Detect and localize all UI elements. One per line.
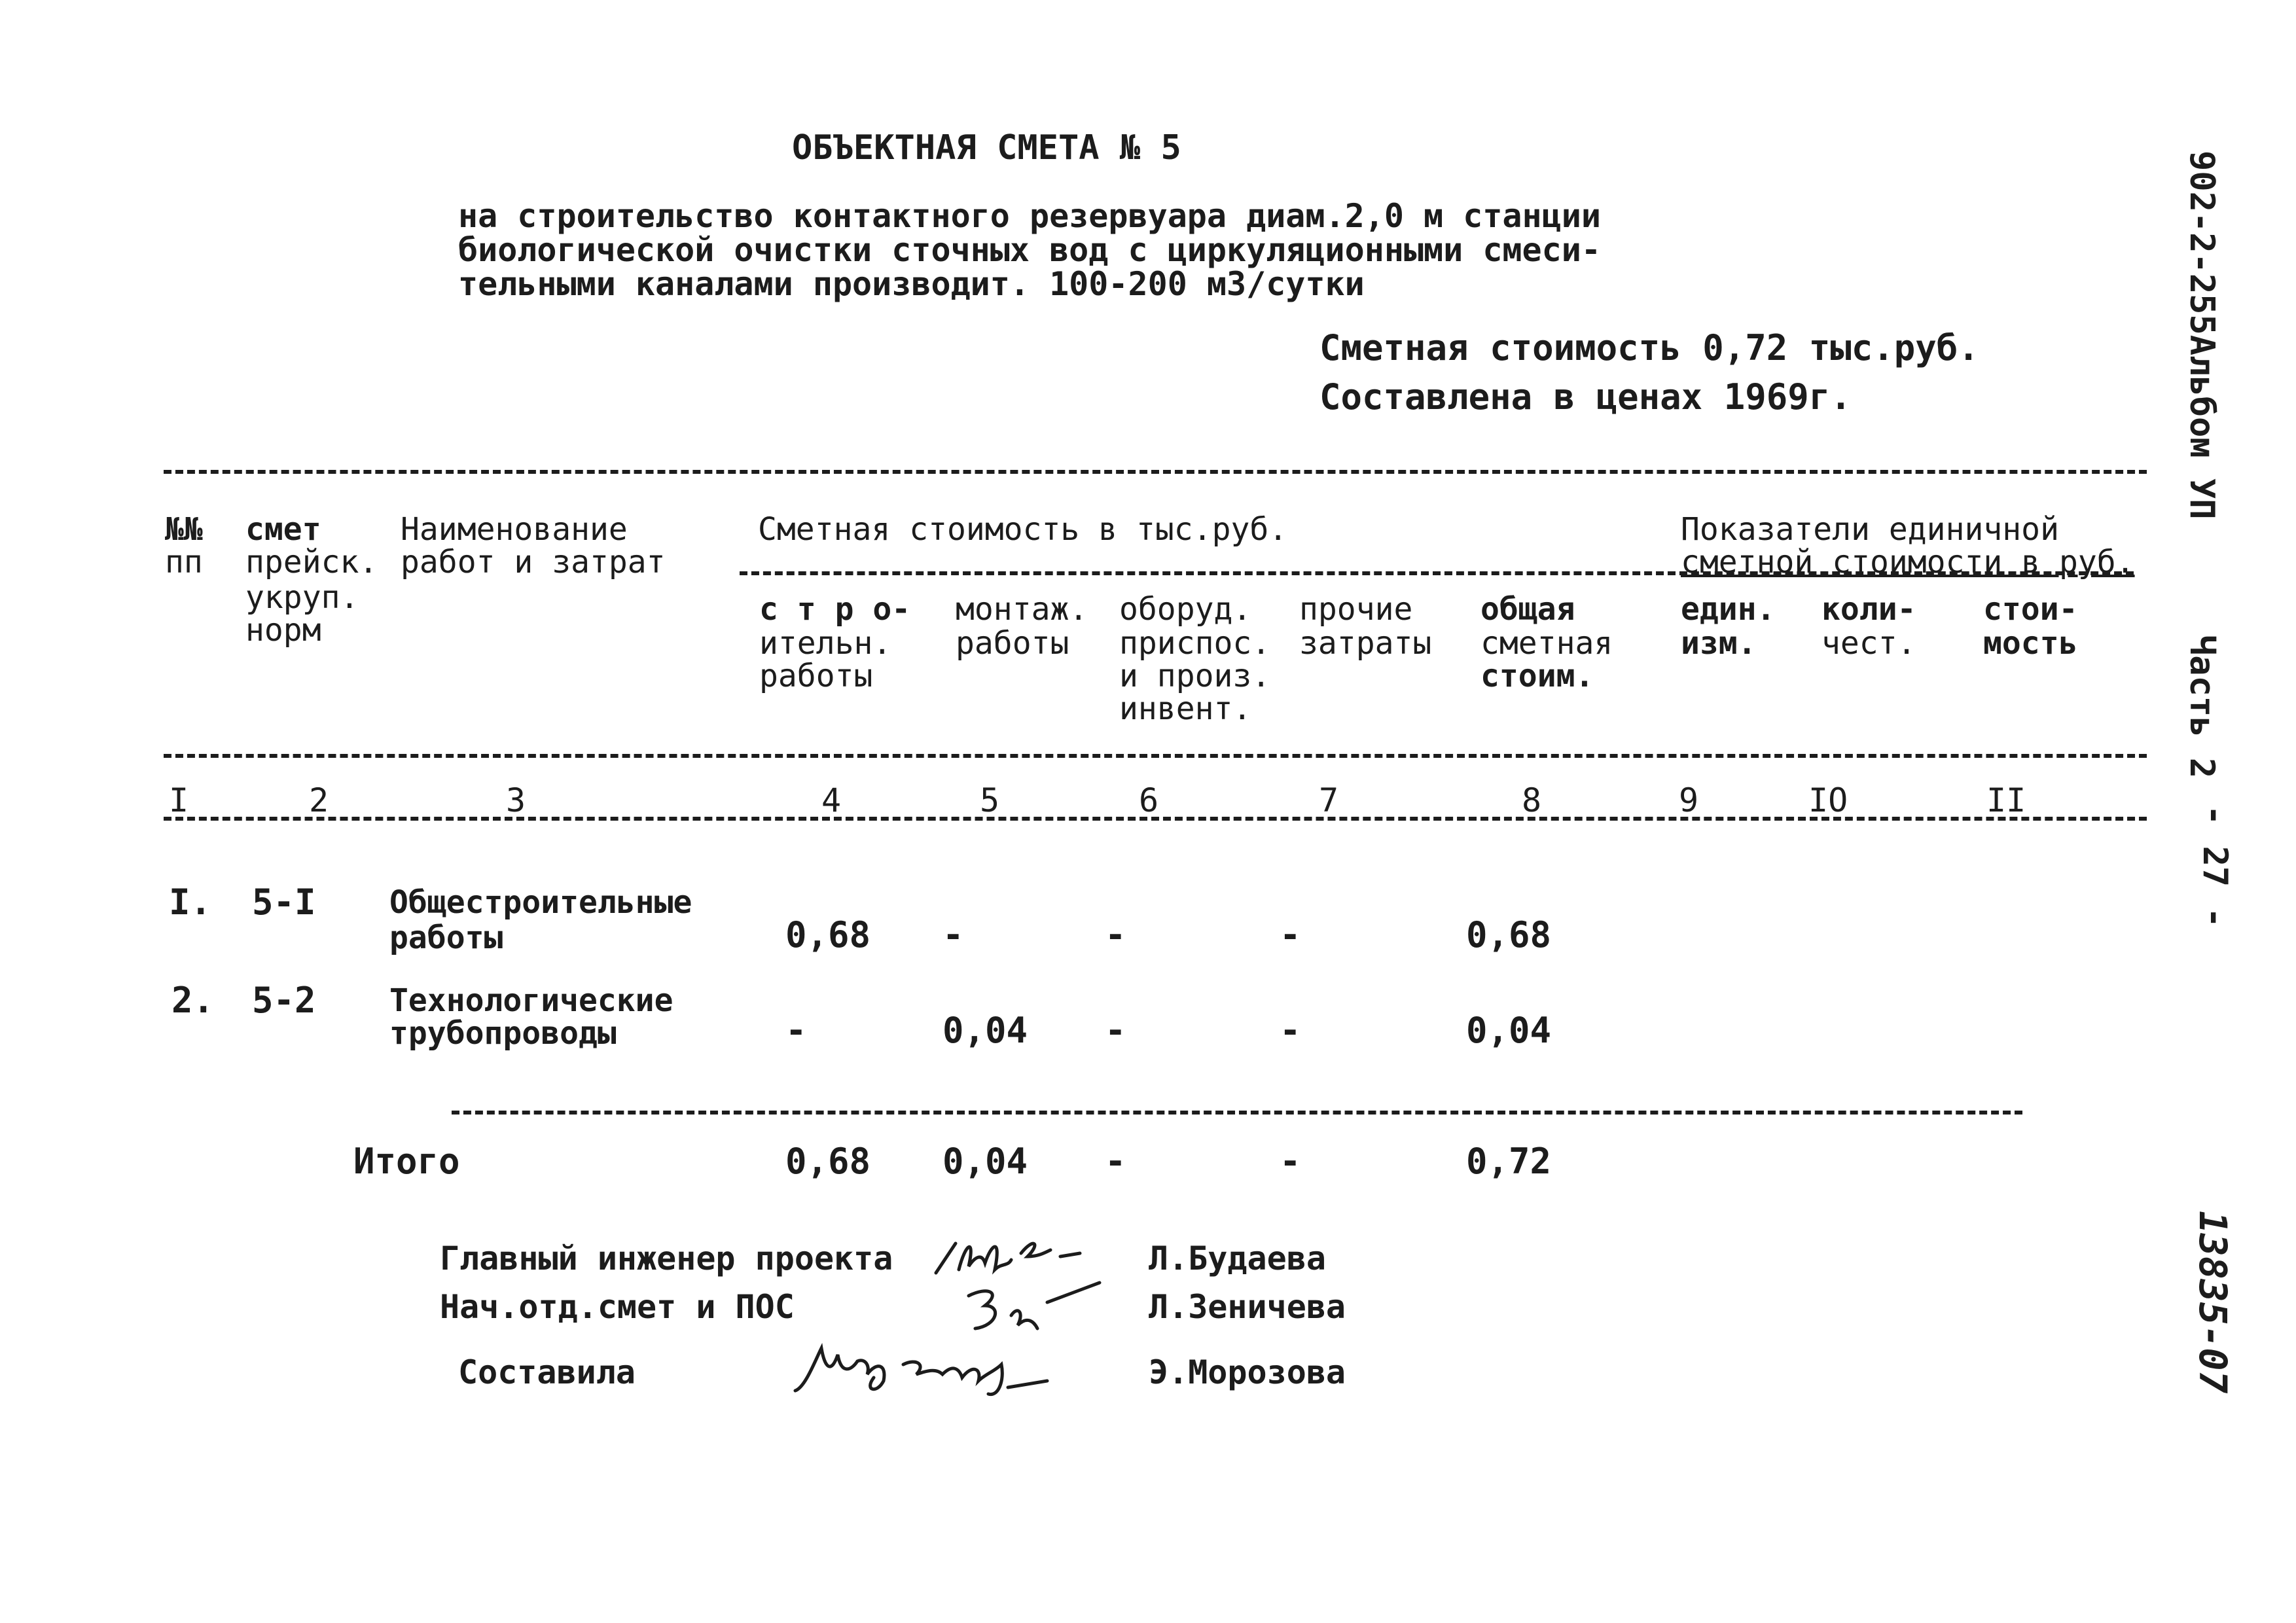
cell-other: - xyxy=(1280,1010,1301,1051)
row-name-line: Общестроительные xyxy=(389,884,692,921)
signature-role: Составила xyxy=(458,1353,636,1391)
column-number: 9 xyxy=(1679,781,1699,819)
column-number: I xyxy=(169,781,189,819)
signature-name: Э.Морозова xyxy=(1149,1353,1346,1391)
totals-rule xyxy=(452,1111,2022,1115)
cell-construction: 0,68 xyxy=(785,914,871,955)
subtitle-line-3: тельными каналами производит. 100-200 м3/сутки xyxy=(458,265,1365,303)
cell-other: - xyxy=(1280,914,1301,955)
subtitle-line-1: на строительство контактного резервуара диам.2,0 м станции xyxy=(458,197,1601,235)
column-number: II xyxy=(1986,781,2026,819)
document-title: ОБЪЕКТНАЯ СМЕТА № 5 xyxy=(792,128,1181,168)
subtitle-line-2: биологической очистки сточных вод с циркуляционными смеси- xyxy=(458,231,1601,269)
row-number: I. xyxy=(169,882,212,923)
part-label: Часть 2 xyxy=(2182,635,2221,779)
signature-name: Л.Зеничева xyxy=(1149,1288,1346,1326)
cell-total: 0,04 xyxy=(1466,1010,1552,1051)
signature-name: Л.Будаева xyxy=(1149,1240,1326,1277)
column-number: 7 xyxy=(1319,781,1339,819)
column-number: 3 xyxy=(506,781,526,819)
cell-equipment: - xyxy=(1105,1010,1126,1051)
column-number: 5 xyxy=(980,781,1000,819)
cell-installation: - xyxy=(942,914,964,955)
header-bottom-rule xyxy=(164,754,2147,758)
row-number: 2. xyxy=(171,980,215,1021)
prices-year: Составлена в ценах 1969г. xyxy=(1319,376,1852,418)
total-equipment: - xyxy=(1105,1141,1126,1182)
signature-role: Главный инженер проекта xyxy=(440,1240,893,1277)
row-code: 5-I xyxy=(252,882,316,923)
cell-equipment: - xyxy=(1105,914,1126,955)
cell-installation: 0,04 xyxy=(942,1010,1028,1051)
row-name-line: трубопроводы xyxy=(389,1015,617,1052)
total-sum: 0,72 xyxy=(1466,1141,1552,1182)
cell-construction: - xyxy=(785,1010,807,1051)
estimated-cost: Сметная стоимость 0,72 тыс.руб. xyxy=(1319,327,1979,368)
row-name-line: работы xyxy=(389,919,503,956)
column-number: 4 xyxy=(821,781,842,819)
album-reference: 902-2-255Альбом УП xyxy=(2182,151,2221,520)
column-number: 8 xyxy=(1522,781,1542,819)
total-installation: 0,04 xyxy=(942,1141,1028,1182)
handwritten-signature-compiler xyxy=(785,1335,1073,1407)
cell-total: 0,68 xyxy=(1466,914,1552,955)
row-code: 5-2 xyxy=(252,980,316,1021)
page-number: - 27 - xyxy=(2195,805,2234,928)
column-number: 2 xyxy=(309,781,329,819)
column-number: 6 xyxy=(1139,781,1159,819)
header-cost-group: Сметная стоимость в тыс.руб. xyxy=(758,511,1288,548)
document-code: 13835-07 xyxy=(2191,1211,2235,1394)
signature-role: Нач.отд.смет и ПОС xyxy=(440,1288,795,1326)
row-name-line: Технологические xyxy=(389,982,673,1019)
table-top-rule xyxy=(164,470,2147,474)
column-number: IO xyxy=(1808,781,1848,819)
total-construction: 0,68 xyxy=(785,1141,871,1182)
total-label: Итого xyxy=(353,1141,460,1182)
total-other: - xyxy=(1280,1141,1301,1182)
